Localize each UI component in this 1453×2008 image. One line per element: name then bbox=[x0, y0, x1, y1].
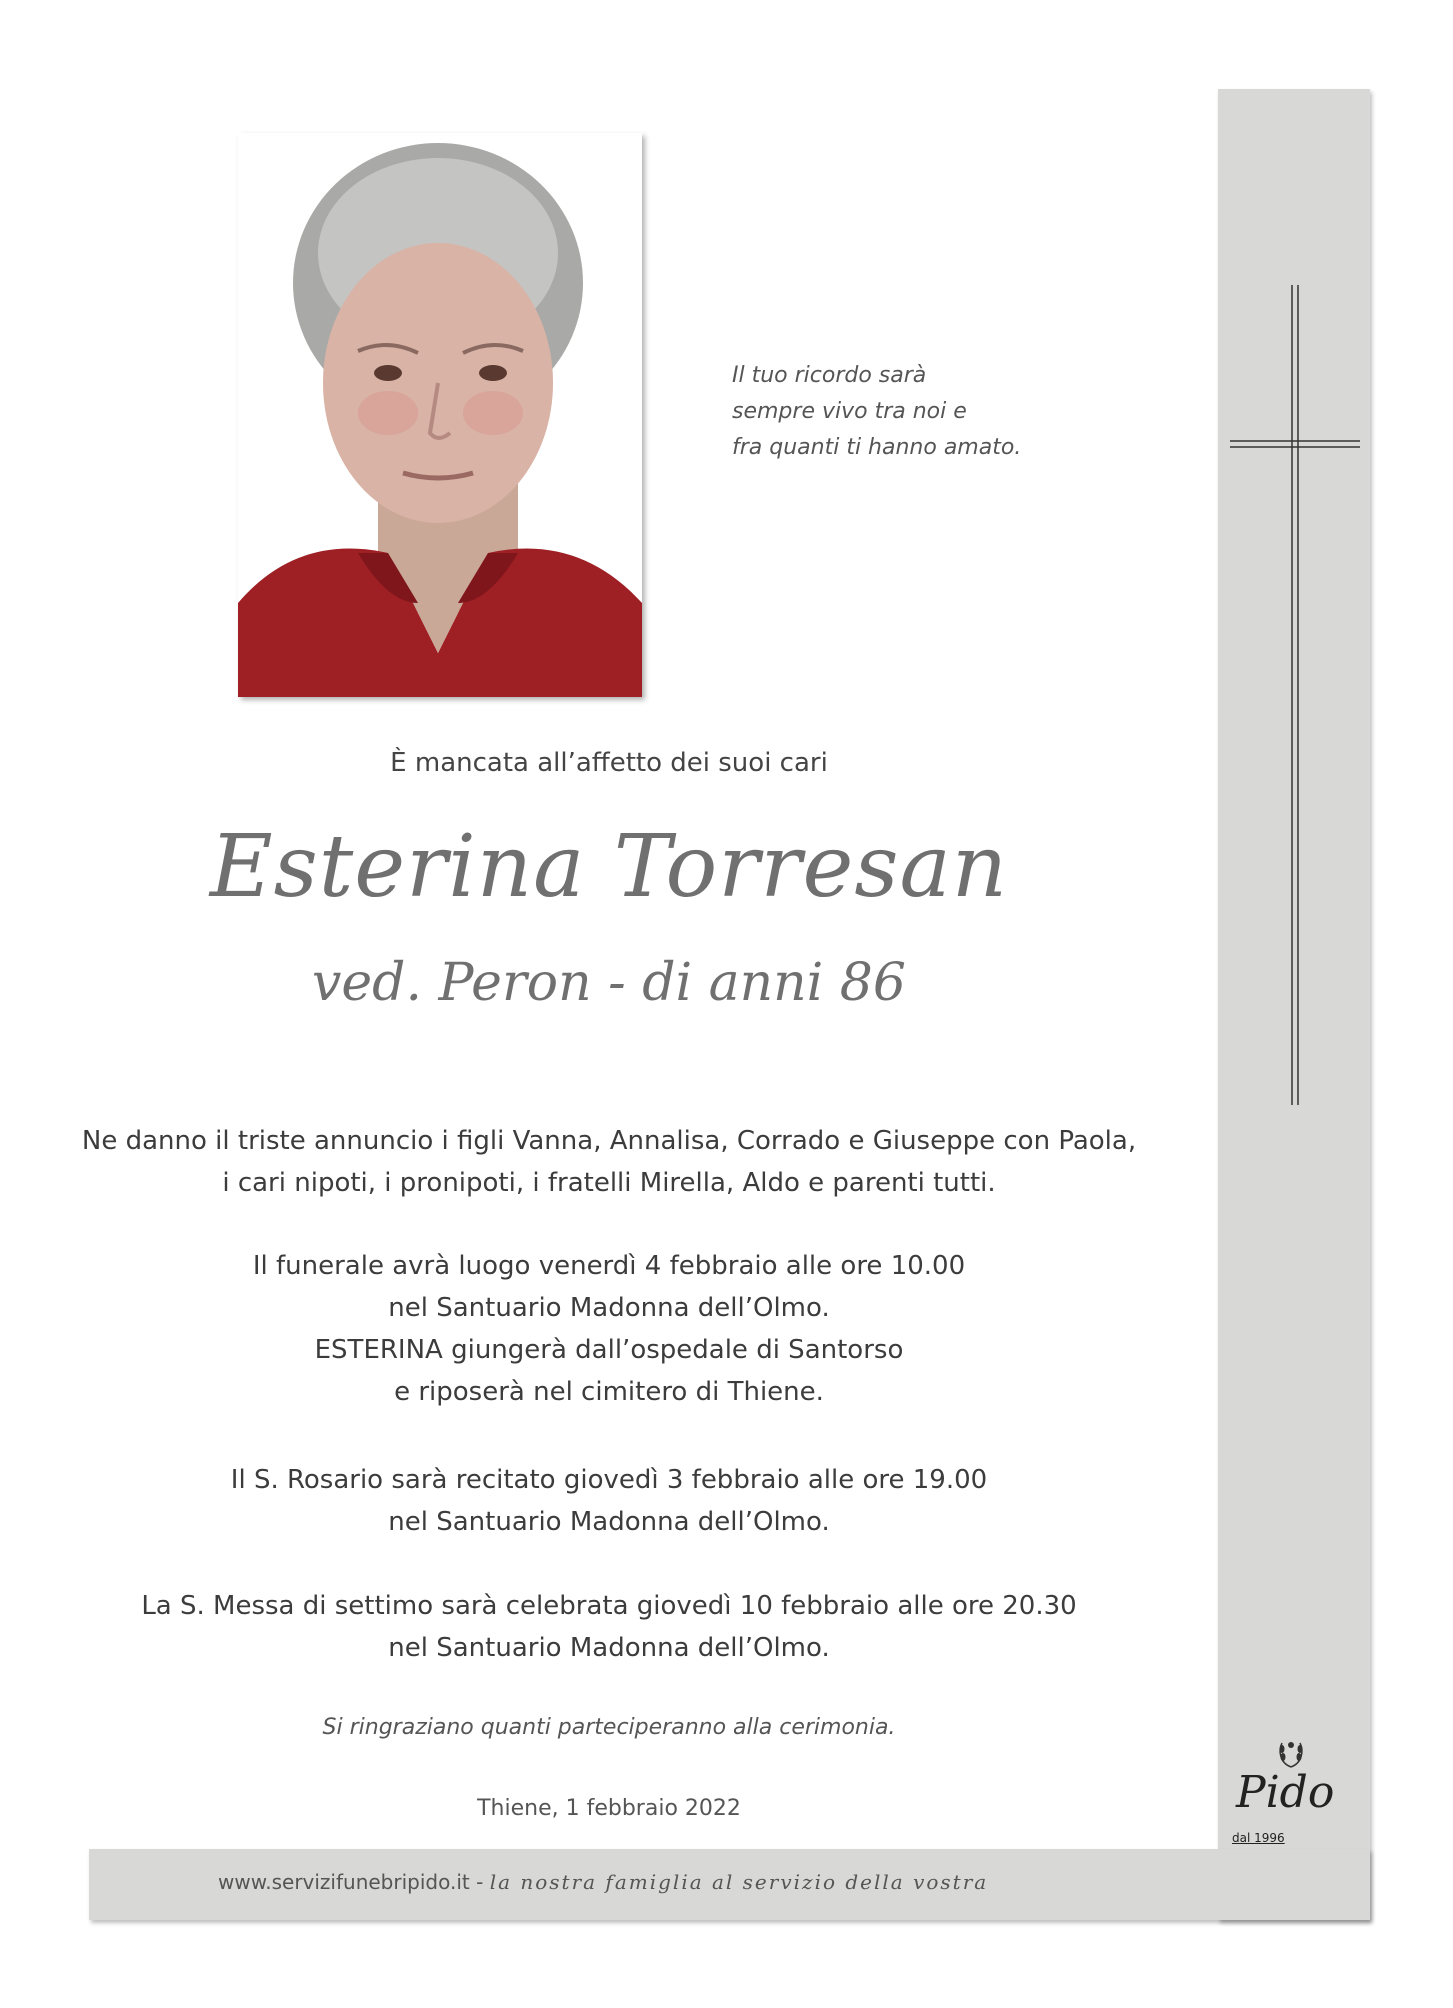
place-date: Thiene, 1 febbraio 2022 bbox=[477, 1796, 741, 1821]
rosary-line: nel Santuario Madonna dell’Olmo. bbox=[388, 1507, 830, 1537]
deceased-subtitle: ved. Peron - di anni 86 bbox=[312, 953, 906, 1013]
logo-since: dal 1996 bbox=[1232, 1831, 1285, 1845]
logo-name: Pido bbox=[1236, 1767, 1335, 1818]
funeral-paragraph bbox=[0, 1245, 1218, 1413]
announcement-line: Ne danno il triste annuncio i figli Vanna, Annalisa, Corrado e Giuseppe con Paola, bbox=[81, 1126, 1137, 1156]
website-link[interactable]: www.servizifunebripido.it bbox=[218, 1870, 470, 1894]
mass-line: La S. Messa di settimo sarà celebrata giovedì 10 febbraio alle ore 20.30 bbox=[141, 1591, 1077, 1621]
footer-separator: - bbox=[469, 1870, 490, 1894]
quote-line: Il tuo ricordo sarà bbox=[732, 363, 927, 388]
mass-line: nel Santuario Madonna dell’Olmo. bbox=[388, 1633, 830, 1663]
thanks-text: Si ringraziano quanti parteciperanno alla cerimonia. bbox=[322, 1715, 896, 1740]
funeral-line: e riposerà nel cimitero di Thiene. bbox=[394, 1377, 824, 1407]
rosary-paragraph bbox=[0, 1459, 1218, 1543]
rosary-line: Il S. Rosario sarà recitato giovedì 3 febbraio alle ore 19.00 bbox=[230, 1465, 988, 1495]
deceased-name: Esterina Torresan bbox=[209, 817, 1009, 917]
quote-line: fra quanti ti hanno amato. bbox=[732, 435, 1022, 460]
footer-tagline: la nostra famiglia al servizio della vostra bbox=[489, 1870, 989, 1894]
wreath-icon bbox=[1274, 1737, 1308, 1771]
funeral-line: ESTERINA giungerà dall’ospedale di Santorso bbox=[314, 1335, 904, 1365]
memorial-quote bbox=[732, 358, 1092, 466]
portrait-photo bbox=[238, 133, 642, 697]
portrait-illustration bbox=[238, 133, 642, 697]
mass-paragraph bbox=[0, 1585, 1218, 1669]
footer-text bbox=[218, 1870, 988, 1894]
funeral-home-logo bbox=[1228, 1737, 1360, 1847]
funeral-line: nel Santuario Madonna dell’Olmo. bbox=[388, 1293, 830, 1323]
intro-text: È mancata all’affetto dei suoi cari bbox=[390, 748, 828, 778]
announcement-paragraph bbox=[0, 1120, 1218, 1204]
announcement-line: i cari nipoti, i pronipoti, i fratelli Mirella, Aldo e parenti tutti. bbox=[222, 1168, 996, 1198]
cross-icon bbox=[1230, 285, 1360, 1105]
quote-line: sempre vivo tra noi e bbox=[732, 399, 967, 424]
funeral-line: Il funerale avrà luogo venerdì 4 febbraio alle ore 10.00 bbox=[252, 1251, 966, 1281]
